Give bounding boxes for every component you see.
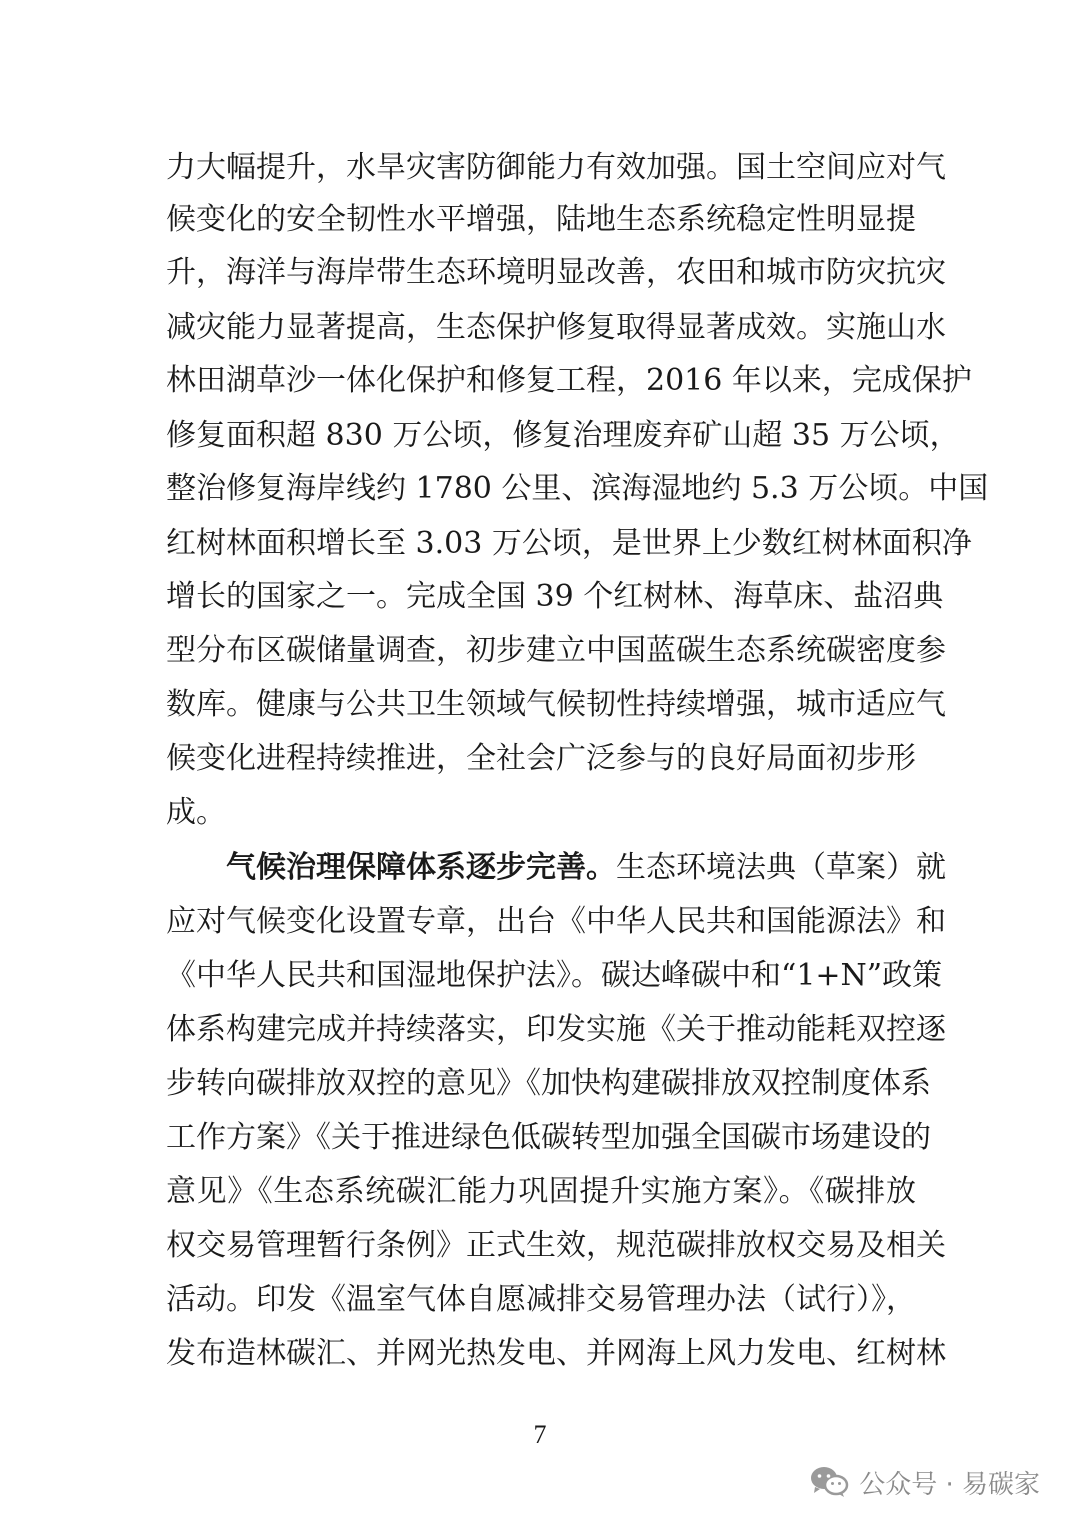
paragraph-line: 增长的国家之一。完成全国 39 个红树林、海草床、盐沼典 <box>166 579 944 614</box>
paragraph-line: 成。 <box>166 795 226 830</box>
paragraph-line: 型分布区碳储量调查，初步建立中国蓝碳生态系统碳密度参 <box>166 633 946 668</box>
watermark <box>809 1462 1040 1502</box>
paragraph-line: 体系构建完成并持续落实，印发实施《关于推动能耗双控逐 <box>166 1012 946 1047</box>
paragraph-line: 候变化的安全韧性水平增强，陆地生态系统稳定性明显提 <box>166 202 916 237</box>
paragraph-line: 整治修复海岸线约 1780 公里、滨海湿地约 5.3 万公顷。中国 <box>166 471 989 506</box>
paragraph-line: 发布造林碳汇、并网光热发电、并网海上风力发电、红树林 <box>166 1336 946 1371</box>
paragraph-heading: 气候治理保障体系逐步完善。 <box>226 850 616 885</box>
paragraph-line: 意见》《生态系统碳汇能力巩固提升实施方案》。《碳排放 <box>166 1174 916 1209</box>
paragraph-line: 候变化进程持续推进，全社会广泛参与的良好局面初步形 <box>166 741 916 776</box>
paragraph-line: 应对气候变化设置专章，出台《中华人民共和国能源法》和 <box>166 904 946 939</box>
paragraph-line: 工作方案》《关于推进绿色低碳转型加强全国碳市场建设的 <box>166 1120 931 1155</box>
page-number: 7 <box>533 1420 547 1449</box>
paragraph-line: 减灾能力显著提高，生态保护修复取得显著成效。实施山水 <box>166 310 946 345</box>
paragraph-line: 《中华人民共和国湿地保护法》。碳达峰碳中和“1+N”政策 <box>166 958 943 993</box>
watermark-text: 公众号 · 易碳家 <box>859 1469 1040 1500</box>
paragraph-line: 步转向碳排放双控的意见》《加快构建碳排放双控制度体系 <box>166 1066 931 1101</box>
paragraph-first-line <box>226 848 946 888</box>
paragraph-line: 修复面积超 830 万公顷，修复治理废弃矿山超 35 万公顷， <box>166 418 960 453</box>
wechat-icon <box>809 1465 849 1499</box>
paragraph-line: 权交易管理暂行条例》正式生效，规范碳排放权交易及相关 <box>166 1228 946 1263</box>
paragraph-line: 活动。印发《温室气体自愿减排交易管理办法（试行）》， <box>166 1282 916 1317</box>
paragraph-line: 林田湖草沙一体化保护和修复工程，2016 年以来，完成保护 <box>166 363 972 398</box>
paragraph-line: 红树林面积增长至 3.03 万公顷，是世界上少数红树林面积净 <box>166 526 972 561</box>
paragraph-text: 生态环境法典（草案）就 <box>616 850 946 885</box>
paragraph-line: 数库。健康与公共卫生领域气候韧性持续增强，城市适应气 <box>166 687 946 722</box>
paragraph-line: 升，海洋与海岸带生态环境明显改善，农田和城市防灾抗灾 <box>166 255 946 290</box>
paragraph-line: 力大幅提升，水旱灾害防御能力有效加强。国土空间应对气 <box>166 150 946 185</box>
